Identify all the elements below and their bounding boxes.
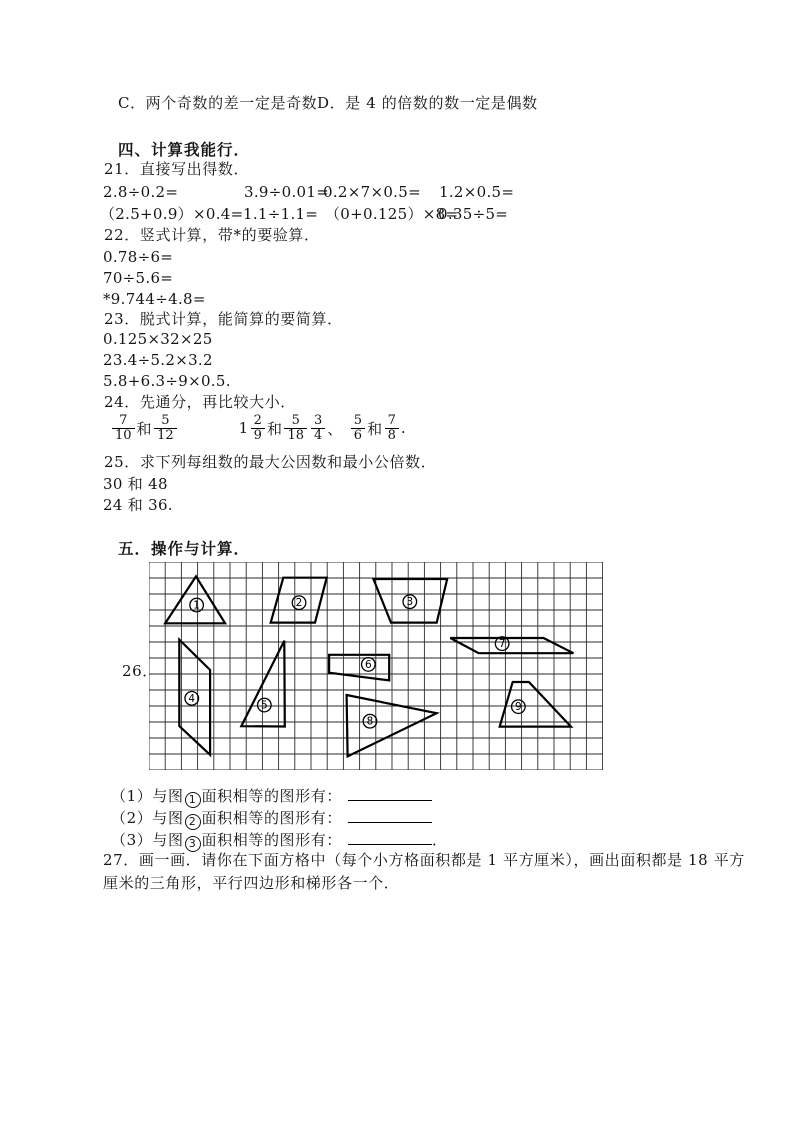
fraction-line-text: 和 xyxy=(136,419,153,438)
q23-expression: 0.125×32×25 xyxy=(103,330,213,348)
q21-expression: 0.35÷5= xyxy=(438,205,509,223)
q22-title: 22．竖式计算，带*的要验算． xyxy=(104,226,320,244)
q25-title: 25．求下列每组数的最大公因数和最小公倍数． xyxy=(104,453,437,471)
q21-expression: 1.1÷1.1= xyxy=(243,205,319,223)
fraction: $\frac{3}{4}$ xyxy=(311,414,325,443)
sub-question-tail: ． xyxy=(431,831,448,849)
sub-question-pre: （1）与图 xyxy=(111,787,184,805)
fraction-line-gap xyxy=(343,428,349,429)
q25-pair: 30 和 48 xyxy=(103,475,168,493)
q22-expression: 0.78÷6= xyxy=(103,248,174,266)
fraction-line-text: 和 xyxy=(266,419,283,438)
shape-label-1: 1 xyxy=(193,599,200,612)
shape-label-9: 9 xyxy=(515,701,522,714)
shape-label-2: 2 xyxy=(295,597,303,610)
fraction-line-text: . xyxy=(400,419,407,437)
q23-title: 23．脱式计算，能简算的要简算． xyxy=(104,310,343,328)
answer-blank xyxy=(348,829,432,845)
q24-title: 24．先通分，再比较大小． xyxy=(104,393,296,411)
option-c: C．两个奇数的差一定是奇数 xyxy=(118,94,318,112)
q23-expression: 5.8+6.3÷9×0.5. xyxy=(103,372,231,390)
circled-digit-2: 2 xyxy=(185,814,201,830)
fraction: $\frac{5}{18}$ xyxy=(284,414,307,443)
q21-expression: （2.5+0.9）×0.4= xyxy=(100,205,244,223)
sub-question-1 xyxy=(111,785,432,808)
fraction-line xyxy=(110,412,406,444)
answer-blank xyxy=(348,785,432,801)
shape-label-5: 5 xyxy=(261,699,268,712)
q22-expression: *9.744÷4.8= xyxy=(103,290,206,308)
q27-line2: 厘米的三角形，平行四边形和梯形各一个． xyxy=(103,874,400,892)
q26-label: 26． xyxy=(122,662,158,680)
q21-expression: （0+0.125）×8= xyxy=(325,205,459,223)
shape-9 xyxy=(500,682,571,727)
q25-pair: 24 和 36. xyxy=(103,496,173,514)
shape-label-3: 3 xyxy=(406,596,414,609)
grid-svg xyxy=(149,562,603,770)
shape-label-8: 8 xyxy=(366,715,374,728)
fraction-line-gap xyxy=(179,428,239,429)
fraction-line-text: 和 xyxy=(367,419,383,438)
fraction-line-text: 1 xyxy=(238,419,249,437)
shape-label-4: 4 xyxy=(188,692,196,705)
q22-expression: 70÷5.6= xyxy=(103,269,174,287)
q21-expression: 3.9÷0.01= xyxy=(244,183,330,201)
sub-question-2 xyxy=(111,807,432,830)
sub-question-post: 面积相等的图形有： xyxy=(201,831,342,849)
q21-expression: 0.2×7×0.5= xyxy=(323,183,421,201)
option-d: D．是 4 的倍数的数一定是偶数 xyxy=(317,94,538,112)
fraction: $\frac{7}{10}$ xyxy=(112,414,135,443)
circled-digit-3: 3 xyxy=(185,836,201,852)
fraction: $\frac{2}{9}$ xyxy=(251,414,265,443)
q21-title: 21．直接写出得数． xyxy=(104,160,250,178)
q21-expression: 2.8÷0.2= xyxy=(103,183,179,201)
fraction-line-text: 、 xyxy=(327,419,343,438)
circled-digit-1: 1 xyxy=(185,792,201,808)
fraction: $\frac{7}{8}$ xyxy=(385,414,399,443)
shape-label-6: 6 xyxy=(365,658,372,671)
section5-heading: 五．操作与计算． xyxy=(118,539,251,558)
q21-expression: 1.2×0.5= xyxy=(439,183,515,201)
sub-question-3 xyxy=(111,829,448,852)
shape-7 xyxy=(450,638,573,653)
q23-expression: 23.4÷5.2×3.2 xyxy=(103,351,213,369)
fraction: $\frac{5}{12}$ xyxy=(154,414,177,443)
q27-line1: 27．画一画．请你在下面方格中（每个小方格面积都是 1 平方厘米），画出面积都是 18 平方 xyxy=(103,851,745,869)
sub-question-pre: （3）与图 xyxy=(111,831,184,849)
fraction: $\frac{5}{6}$ xyxy=(351,414,365,443)
shape-label-7: 7 xyxy=(498,638,506,651)
answer-blank xyxy=(348,807,432,823)
shape-6 xyxy=(329,655,389,681)
section4-heading: 四、计算我能行． xyxy=(118,140,251,159)
sub-question-pre: （2）与图 xyxy=(111,809,184,827)
sub-question-post: 面积相等的图形有： xyxy=(201,787,342,805)
sub-question-post: 面积相等的图形有： xyxy=(201,809,342,827)
